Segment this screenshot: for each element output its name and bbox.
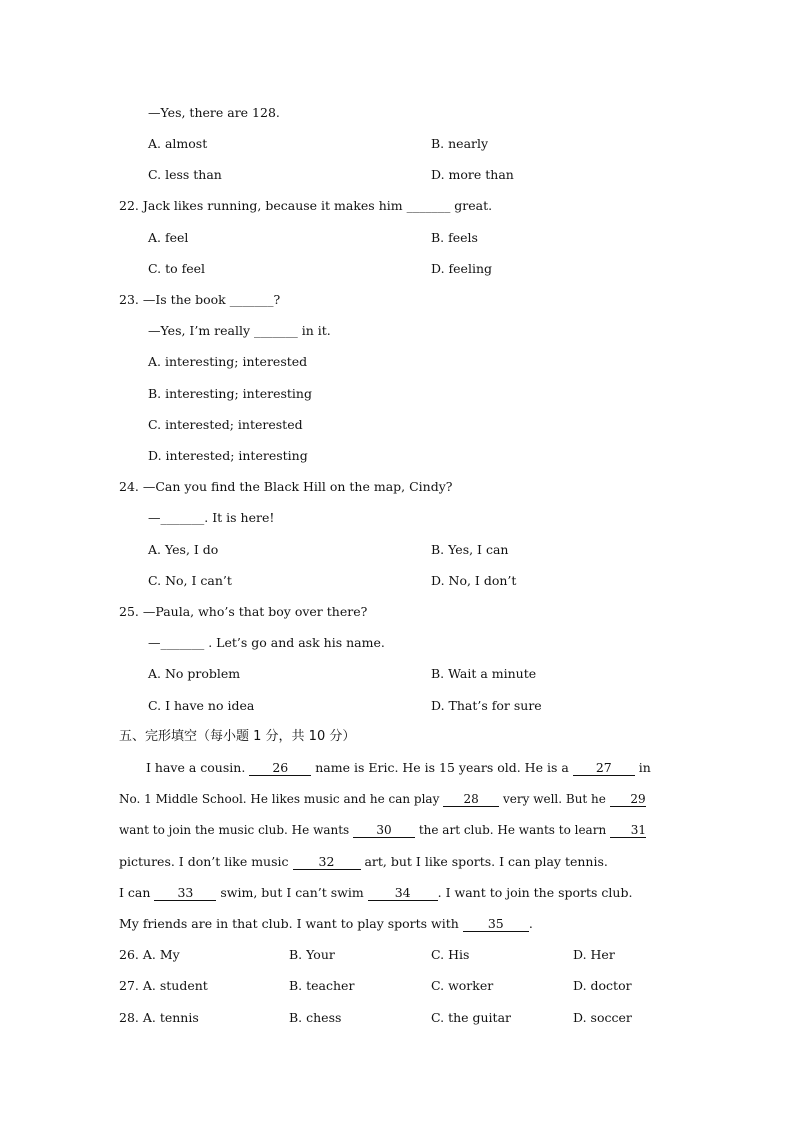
q27-option-c: C. worker: [431, 978, 494, 993]
q22-option-b: B. feels: [431, 230, 478, 245]
q22-blank: _______: [406, 198, 451, 213]
q24-answer-suffix: . It is here!: [204, 510, 275, 525]
q27-option-a: 27. A. student: [119, 978, 208, 993]
passage-text: I can: [119, 885, 155, 900]
passage-line-2: [119, 791, 646, 807]
q22-stem: [119, 198, 492, 214]
blank-34: 34: [368, 886, 438, 901]
q23-option-c: C. interested; interested: [148, 417, 303, 432]
q22-stem-suffix: great.: [450, 198, 493, 213]
section-heading-cloze: 五、完形填空（每小题 1 分，共 10 分）: [119, 729, 356, 744]
blank-26: 26: [249, 761, 311, 776]
q21-option-a: A. almost: [148, 136, 208, 151]
q23-stem-prefix: 23. —Is the book: [119, 292, 230, 307]
passage-line-3: [119, 822, 646, 838]
q26-option-d: D. Her: [573, 947, 615, 962]
q21-option-c: C. less than: [148, 167, 222, 182]
passage-text: My friends are in that club. I want to play sports with: [119, 916, 463, 931]
passage-text: name is Eric. He is 15 years old. He is a: [311, 760, 573, 775]
passage-line-5: [119, 885, 632, 901]
q25-blank: _______: [160, 635, 205, 650]
q27-option-b: B. teacher: [289, 978, 355, 993]
q25-answer-line: [148, 635, 385, 651]
q23-answer-prefix: —Yes, I’m really: [148, 323, 255, 338]
q28-option-c: C. the guitar: [431, 1010, 512, 1025]
blank-30: 30: [353, 823, 415, 838]
passage-line-1: [146, 760, 651, 776]
passage-text: in: [634, 760, 651, 775]
q25-option-d: D. That’s for sure: [431, 698, 542, 713]
blank-35: 35: [463, 917, 529, 932]
q24-option-a: A. Yes, I do: [148, 542, 219, 557]
q24-blank: _______: [160, 510, 205, 525]
q22-stem-prefix: 22. Jack likes running, because it makes him: [119, 198, 407, 213]
q25-answer-prefix: —: [148, 635, 161, 650]
q24-stem: 24. —Can you find the Black Hill on the map, Cindy?: [119, 479, 453, 494]
q22-option-c: C. to feel: [148, 261, 206, 276]
q21-answer-line: —Yes, there are 128.: [148, 105, 280, 120]
passage-text: pictures. I don’t like music: [119, 854, 293, 869]
q26-option-b: B. Your: [289, 947, 335, 962]
q25-answer-suffix: . Let’s go and ask his name.: [204, 635, 385, 650]
q21-option-b: B. nearly: [431, 136, 489, 151]
q28-option-d: D. soccer: [573, 1010, 632, 1025]
q24-option-d: D. No, I don’t: [431, 573, 517, 588]
passage-text: I have a cousin.: [146, 760, 250, 775]
q24-option-b: B. Yes, I can: [431, 542, 509, 557]
q24-answer-prefix: —: [148, 510, 161, 525]
q23-answer-line: [148, 323, 331, 339]
q23-answer-suffix: in it.: [297, 323, 331, 338]
q23-option-d: D. interested; interesting: [148, 448, 308, 463]
passage-text: No. 1 Middle School. He likes music and he can play: [119, 792, 444, 806]
passage-text: . I want to join the sports club.: [437, 885, 633, 900]
q23-option-a: A. interesting; interested: [148, 354, 308, 369]
q25-option-a: A. No problem: [148, 666, 241, 681]
passage-text: .: [528, 916, 533, 931]
q27-option-d: D. doctor: [573, 978, 632, 993]
blank-32: 32: [293, 855, 361, 870]
q28-option-a: 28. A. tennis: [119, 1010, 199, 1025]
blank-31: 31: [610, 823, 646, 838]
blank-27: 27: [573, 761, 635, 776]
q24-option-c: C. No, I can’t: [148, 573, 232, 588]
passage-line-4: [119, 854, 608, 870]
passage-text: art, but I like sports. I can play tennis.: [360, 854, 608, 869]
blank-29: 29: [610, 792, 646, 807]
passage-text: want to join the music club. He wants: [119, 823, 354, 837]
q26-option-c: C. His: [431, 947, 470, 962]
q23-option-b: B. interesting; interesting: [148, 386, 312, 401]
q28-option-b: B. chess: [289, 1010, 342, 1025]
q26-option-a: 26. A. My: [119, 947, 180, 962]
q21-option-d: D. more than: [431, 167, 514, 182]
q23-stem-suffix: ?: [273, 292, 281, 307]
passage-text: very well. But he: [499, 792, 610, 806]
q23-blank-1: _______: [229, 292, 274, 307]
blank-33: 33: [154, 886, 216, 901]
q25-option-c: C. I have no idea: [148, 698, 255, 713]
blank-28: 28: [443, 792, 499, 807]
q23-blank-2: _______: [254, 323, 298, 338]
q22-option-a: A. feel: [148, 230, 189, 245]
q24-answer-line: [148, 510, 274, 526]
passage-line-6: [119, 916, 533, 932]
passage-text: the art club. He wants to learn: [415, 823, 610, 837]
q22-option-d: D. feeling: [431, 261, 492, 276]
q25-stem: 25. —Paula, who’s that boy over there?: [119, 604, 368, 619]
passage-text: swim, but I can’t swim: [216, 885, 368, 900]
q23-stem: [119, 292, 280, 308]
q25-option-b: B. Wait a minute: [431, 666, 537, 681]
